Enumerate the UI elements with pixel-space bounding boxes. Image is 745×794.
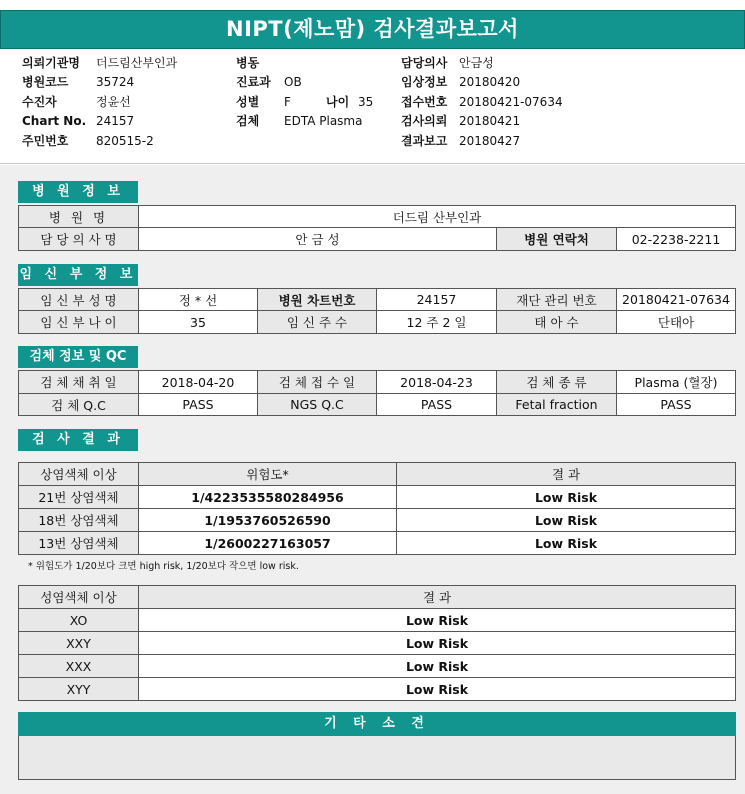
specimen-type-value: Plasma (혈장) (616, 370, 736, 394)
fetal-fraction-label: Fetal fraction (496, 393, 617, 416)
value-chart-no: 24157 (96, 114, 135, 129)
other-findings-box (18, 736, 736, 780)
value-resident-no: 820515-2 (96, 133, 154, 148)
value-clinical-info: 20180420 (459, 75, 521, 90)
pregnant-name-label: 임 신 부 성 명 (18, 288, 139, 311)
hospital-contact-value: 02-2238-2211 (616, 227, 736, 251)
sex-chromosome-row-result: Low Risk (138, 654, 736, 678)
section-other-findings: 기 타 소 견 (18, 712, 736, 736)
section-test-results: 검 사 결 과 (18, 429, 138, 451)
autosome-row-name: 18번 상염색체 (18, 508, 139, 532)
value-hospital-code: 35724 (96, 75, 135, 90)
autosome-row-name: 21번 상염색체 (18, 485, 139, 509)
risk-footnote: * 위험도가 1/20보다 크면 high risk, 1/20보다 작으면 low risk. (28, 561, 299, 572)
header-col-1 (22, 54, 177, 151)
autosome-row-risk: 1/1953760526590 (138, 508, 397, 532)
label-age: 나이 (326, 94, 350, 109)
hospital-name-label: 병 원 명 (18, 205, 139, 228)
label-sex: 성별 (236, 94, 260, 109)
value-receipt-no: 20180421-07634 (459, 94, 563, 109)
chart-number-value: 24157 (376, 288, 497, 311)
fetal-fraction-value: PASS (616, 393, 736, 416)
value-sex: F (284, 94, 291, 109)
section-hospital-info: 병 원 정 보 (18, 181, 138, 203)
value-doctor: 안금성 (459, 56, 494, 70)
collection-date-value: 2018-04-20 (138, 370, 258, 394)
section-pregnant-info: 임 신 부 정 보 (18, 264, 138, 286)
label-institution: 의뢰기관명 (22, 56, 80, 70)
label-ward: 병동 (236, 56, 260, 70)
ngs-qc-value: PASS (376, 393, 497, 416)
label-resident-no: 주민번호 (22, 133, 69, 148)
label-result-report: 결과보고 (401, 133, 448, 148)
chart-number-label: 병원 차트번호 (257, 288, 377, 311)
section-specimen-qc: 검체 정보 및 QC (18, 346, 138, 368)
specimen-qc-value: PASS (138, 393, 258, 416)
pregnant-name-value: 정 * 선 (138, 288, 258, 311)
sex-chromosome-row-name: XYY (18, 677, 139, 701)
receipt-date-label: 검 체 접 수 일 (257, 370, 377, 394)
pregnant-age-value: 35 (138, 310, 258, 334)
header-col-2 (236, 54, 373, 132)
specimen-type-label: 검 체 종 류 (496, 370, 617, 394)
label-hospital-code: 병원코드 (22, 75, 69, 90)
sex-chromosome-header-result: 결 과 (138, 585, 736, 609)
sex-chromosome-row-result: Low Risk (138, 631, 736, 655)
autosome-header-risk: 위험도* (138, 462, 397, 486)
sex-chromosome-row-result: Low Risk (138, 608, 736, 632)
pregnant-age-label: 임 신 부 나 이 (18, 310, 139, 334)
fund-number-label: 재단 관리 번호 (496, 288, 617, 311)
sex-chromosome-row-name: XXY (18, 631, 139, 655)
label-test-request: 검사의뢰 (401, 114, 448, 129)
ngs-qc-label: NGS Q.C (257, 393, 377, 416)
doctor-name-label: 담 당 의 사 명 (18, 227, 139, 251)
header-col-3 (401, 54, 563, 151)
report-title: NIPT(제노맘) 검사결과보고서 (0, 10, 745, 49)
autosome-row-name: 13번 상염색체 (18, 531, 139, 555)
autosome-header-name: 상염색체 이상 (18, 462, 139, 486)
hospital-contact-label: 병원 연락처 (496, 227, 617, 251)
value-specimen: EDTA Plasma (284, 114, 363, 129)
sex-chromosome-row-name: XXX (18, 654, 139, 678)
autosome-row-risk: 1/2600227163057 (138, 531, 397, 555)
value-test-request: 20180421 (459, 114, 521, 129)
label-receipt-no: 접수번호 (401, 94, 448, 109)
autosome-row-result: Low Risk (396, 485, 736, 509)
fetus-count-label: 태 아 수 (496, 310, 617, 334)
value-department: OB (284, 75, 302, 90)
autosome-row-result: Low Risk (396, 508, 736, 532)
autosome-row-risk: 1/4223535580284956 (138, 485, 397, 509)
label-specimen: 검체 (236, 114, 260, 129)
value-result-report: 20180427 (459, 133, 521, 148)
label-patient: 수진자 (22, 94, 57, 109)
sex-chromosome-row-name: XO (18, 608, 139, 632)
label-chart-no: Chart No. (22, 114, 87, 129)
gestation-weeks-value: 12 주 2 일 (376, 310, 497, 334)
hospital-name-value: 더드림 산부인과 (138, 205, 736, 228)
label-department: 진료과 (236, 75, 271, 90)
specimen-qc-label: 검 체 Q.C (18, 393, 139, 416)
gestation-weeks-label: 임 신 주 수 (257, 310, 377, 334)
label-clinical-info: 임상정보 (401, 75, 448, 90)
autosome-row-result: Low Risk (396, 531, 736, 555)
value-age: 35 (358, 94, 374, 109)
collection-date-label: 검 체 채 취 일 (18, 370, 139, 394)
fetus-count-value: 단태아 (616, 310, 736, 334)
doctor-name-value: 안 금 성 (138, 227, 497, 251)
sex-chromosome-row-result: Low Risk (138, 677, 736, 701)
receipt-date-value: 2018-04-23 (376, 370, 497, 394)
value-patient: 정윤선 (96, 94, 131, 109)
value-institution: 더드림산부인과 (96, 56, 178, 70)
sex-chromosome-header-name: 성염색체 이상 (18, 585, 139, 609)
fund-number-value: 20180421-07634 (616, 288, 736, 311)
autosome-header-result: 결 과 (396, 462, 736, 486)
header-divider (0, 163, 745, 164)
label-doctor: 담당의사 (401, 56, 448, 70)
